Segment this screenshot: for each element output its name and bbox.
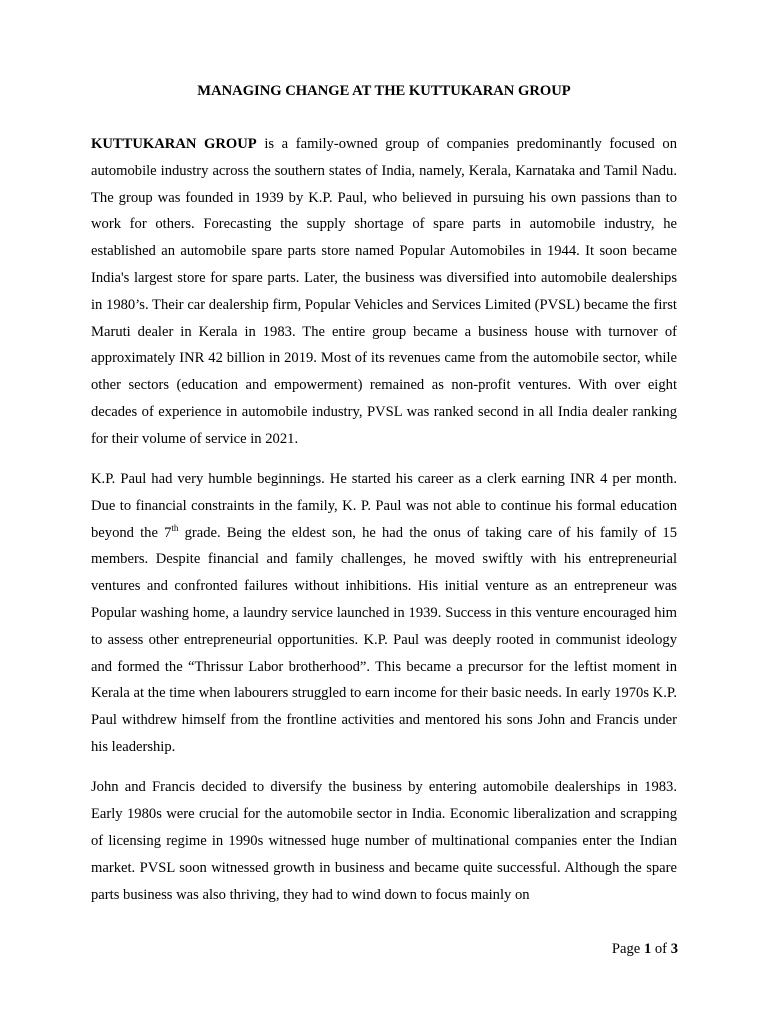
page-footer [612,940,678,958]
paragraph-3-text: John and Francis decided to diversify the business by entering automobile dealerships in 1983. Early 1980s were crucial for the automobile sector in India. Economic liberalization and scrapping of licensing regime in 1990s witnessed huge number of multinational companies enter the Indian market. PVSL soon witnessed growth in business and became quite successful. Although the spare parts business was also thriving, they had to wind down to focus mainly on [91,779,677,903]
paragraph-1-text: is a family-owned group of companies predominantly focused on automobile industry across the southern states of India, namely, Kerala, Karnataka and Tamil Nadu. The group was founded in 1939 by K.P. Paul, who believed in pursuing his own passions than to work for others. Forecasting the supply shortage of spare parts in automobile industry, he established an automobile spare parts store named Popular Automobiles in 1944. It soon became India's largest store for spare parts. Later, the business was diversified into automobile dealerships in 1980’s. Their car dealership firm, Popular Vehicles and Services Limited (PVSL) became the first Maruti dealer in Kerala in 1983. The entire group became a business house with turnover of approximately INR 42 billion in 2019. Most of its revenues came from the automobile sector, while other sectors (education and empowerment) remained as non-profit ventures. With over eight decades of experience in automobile industry, PVSL was ranked second in all India dealer ranking for their volume of service in 2021. [91,136,677,447]
page-label: Page [611,941,644,957]
total-pages-number: 3 [670,941,678,957]
paragraph-1 [91,131,677,453]
document-title: MANAGING CHANGE AT THE KUTTUKARAN GROUP [197,83,571,99]
paragraph-2 [91,466,677,761]
document-body [91,131,677,922]
paragraph-2-text-after: grade. Being the eldest son, he had the onus of taking care of his family of 15 members. Despite financial and family challenges, he moved swiftly with his entrepreneurial ventures and confronted failures without inhibitions. His initial venture as an entrepreneur was Popular washing home, a laundry service launched in 1939. Success in this venture encouraged him to assess other entrepreneurial opportunities. K.P. Paul was deeply rooted in communist ideology and formed the “Thrissur Labor brotherhood”. This became a precursor for the leftist moment in Kerala at the time when labourers struggled to earn income for their basic needs. In early 1970s K.P. Paul withdrew himself from the frontline activities and mentored his sons John and Francis under his leadership. [91,524,677,756]
paragraph-3 [91,774,677,908]
current-page-number: 1 [643,941,652,957]
paragraph-1-lead: KUTTUKARAN GROUP [91,136,257,152]
paragraph-2-superscript: th [171,522,179,533]
page-of-label: of [651,941,671,957]
paragraph-2-text-before: K.P. Paul had very humble beginnings. He started his career as a clerk earning INR 4 per month. Due to financial constraints in the family, K. P. Paul was not able to continue his formal education beyond the 7 [91,471,677,541]
